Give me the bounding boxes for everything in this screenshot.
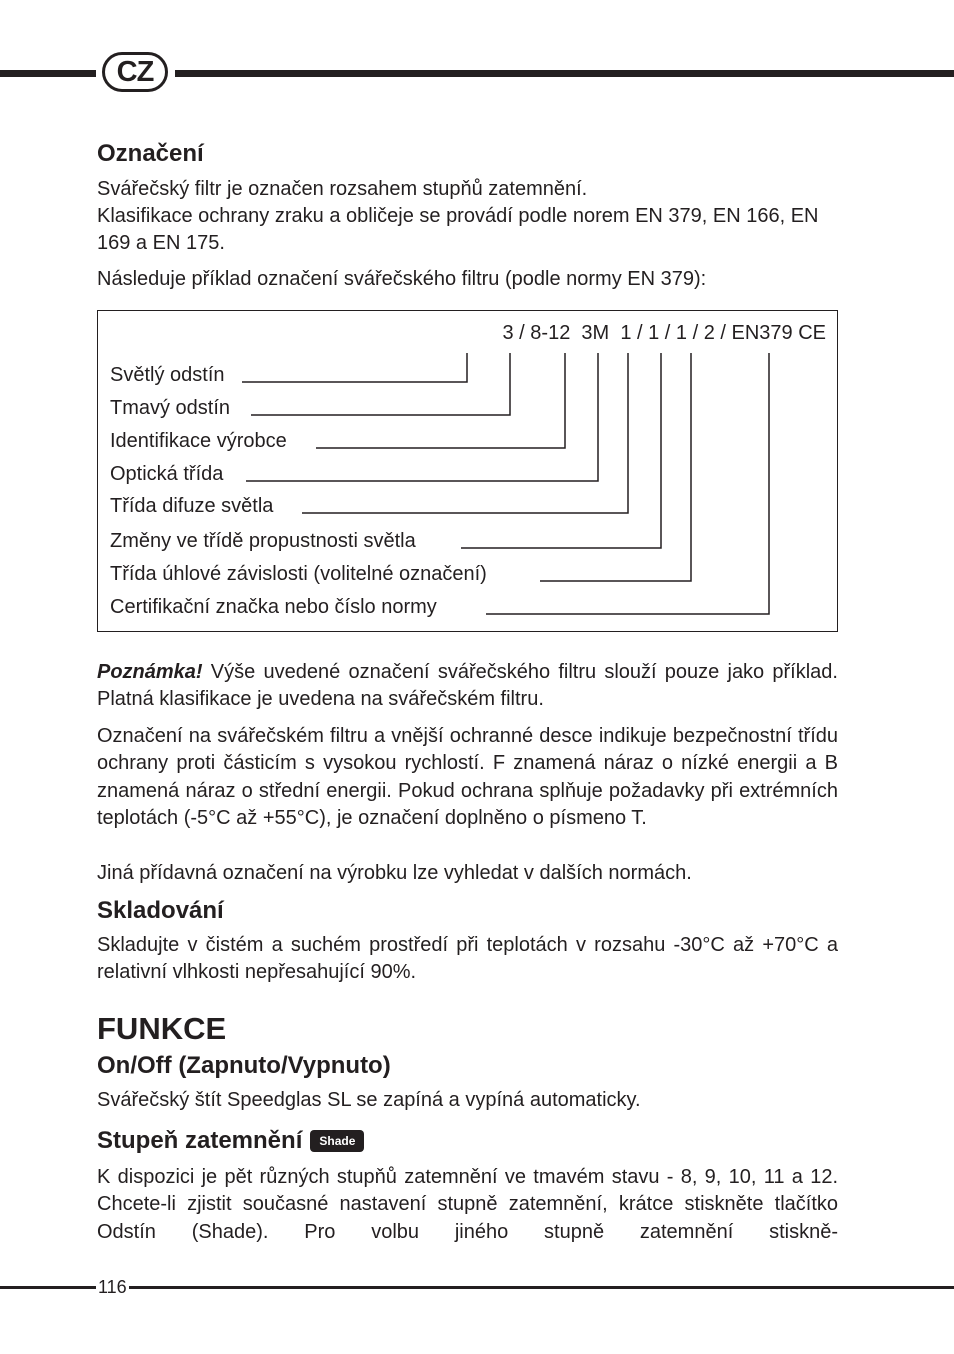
oznaceni-example-intro: Následuje příklad označení svářečského filtru (podle normy EN 379):	[97, 268, 707, 290]
shade-paragraph: K dispozici je pět různých stupňů zatemnění ve tmavém stavu - 8, 9, 10, 11 a 12. Chcete-li zjistit současné nastavení stupně zatemnění, krátce stiskněte tlačítko Odstín (Shade). Pro volbu jiného stupně zatemnění stiskně-	[97, 1166, 838, 1243]
marking-code: 3 / 8-12 3M 1 / 1 / 1 / 2 / EN379 CE	[502, 322, 826, 344]
oznaceni-line-1: Svářečský filtr je označen rozsahem stupňů zatemnění.	[97, 178, 588, 200]
note-label: Poznámka!	[97, 661, 203, 683]
leader-line-optical-class	[246, 353, 598, 481]
leader-line-manufacturer	[316, 353, 565, 448]
leader-line-diffusion-class	[302, 353, 628, 513]
leader-line-dark-shade	[251, 353, 510, 415]
diagram-label-manufacturer: Identifikace výrobce	[110, 430, 287, 452]
leader-line-transmittance	[461, 353, 661, 548]
note-text: Výše uvedené označení svářečského filtru slouží pouze jako příklad. Platná klasifikace je uvedena na svářečském filtru.	[97, 661, 838, 711]
diagram-label-light-shade: Světlý odstín	[110, 364, 225, 386]
subsection-title-shade	[97, 1127, 364, 1155]
section-title-funkce: FUNKCE	[97, 1011, 227, 1046]
oznaceni-line-2: Klasifikace ochrany zraku a obličeje se provádí podle norem EN 379, EN 166, EN 169 a EN 175.	[97, 205, 819, 255]
section-title-oznaceni: Označení	[97, 140, 204, 167]
additional-markings-paragraph: Jiná přídavná označení na výrobku lze vyhledat v dalších normách.	[97, 862, 692, 884]
shade-title-text: Stupeň zatemnění	[97, 1127, 303, 1154]
footer-rule	[0, 1286, 954, 1289]
leader-line-angle-class	[540, 353, 691, 581]
diagram-label-optical-class: Optická třída	[110, 463, 224, 485]
page-number: 116	[98, 1277, 127, 1297]
section-title-storage: Skladování	[97, 897, 224, 924]
onoff-paragraph: Svářečský štít Speedglas SL se zapíná a vypíná automaticky.	[97, 1089, 641, 1111]
marking-diagram	[97, 310, 838, 632]
protection-paragraph: Označení na svářečském filtru a vnější ochranné desce indikuje bezpečnostní třídu ochrany proti částicím s vysokou rychlostí. F znamená náraz o nízké energii a B znamená náraz o střední energii. Pokud ochrana splňuje požadavky při extrémních teplotách (-5°C až +55°C), je označení doplněno o písmeno T.	[97, 725, 838, 829]
header-rule-left	[0, 70, 96, 77]
leader-line-light-shade	[242, 353, 467, 382]
diagram-label-angle-class: Třída úhlové závislosti (volitelné označení)	[110, 563, 487, 585]
language-badge: CZ	[102, 52, 168, 92]
shade-button-icon: Shade	[310, 1130, 364, 1152]
note-paragraph	[97, 659, 838, 714]
storage-paragraph: Skladujte v čistém a suchém prostředí při teplotách v rozsahu -30°C až +70°C a relativní vlhkosti nepřesahující 90%.	[97, 934, 838, 984]
diagram-label-certification: Certifikační značka nebo číslo normy	[110, 596, 437, 618]
subsection-title-onoff: On/Off (Zapnuto/Vypnuto)	[97, 1052, 391, 1079]
diagram-label-transmittance: Změny ve třídě propustnosti světla	[110, 530, 416, 552]
diagram-label-diffusion-class: Třída difuze světla	[110, 495, 274, 517]
diagram-label-dark-shade: Tmavý odstín	[110, 397, 231, 419]
header-rule-right	[175, 70, 954, 77]
